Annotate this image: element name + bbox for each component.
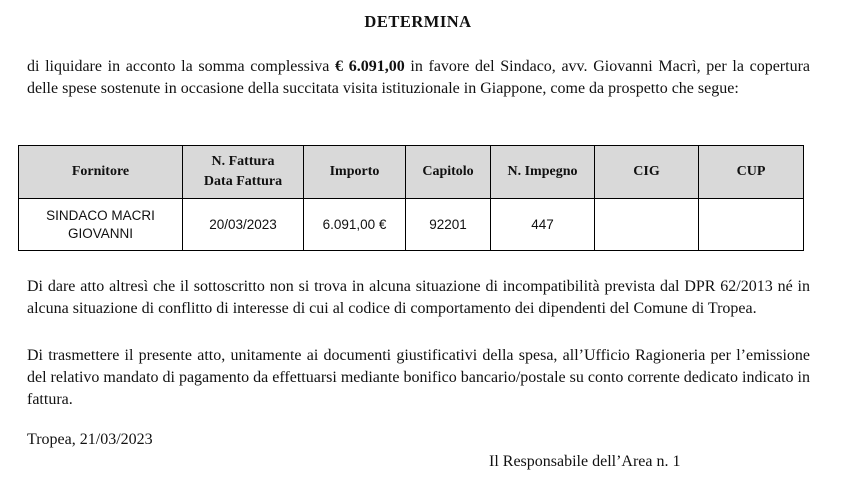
header-fattura <box>183 146 304 199</box>
total-amount: € 6.091,00 <box>335 58 405 75</box>
header-impegno: N. Impegno <box>491 146 595 199</box>
intro-paragraph <box>27 56 810 100</box>
cell-importo: 6.091,00 € <box>304 199 406 251</box>
document-title: DETERMINA <box>364 12 472 31</box>
table-row <box>19 199 804 251</box>
cell-impegno: 447 <box>491 199 595 251</box>
payment-table <box>18 145 804 251</box>
header-fattura-date: Data Fattura <box>203 174 283 189</box>
header-fattura-number: N. Fattura <box>211 154 275 169</box>
table-header-row <box>19 146 804 199</box>
transmission-paragraph: Di trasmettere il presente atto, unitamente ai documenti giustificativi della spesa, all’Ufficio Ragioneria per l’emissione del relativo mandato di pagamento da effettuarsi mediante bonifico bancario/postale su conto corrente dedicato indicato in fattura. <box>27 347 810 408</box>
header-cig: CIG <box>595 146 699 199</box>
cell-cup <box>699 199 804 251</box>
intro-text-start: di liquidare in acconto la somma complessiva <box>27 58 336 75</box>
cell-capitolo: 92201 <box>406 199 491 251</box>
cell-cig <box>595 199 699 251</box>
header-fornitore: Fornitore <box>19 146 183 199</box>
cell-fornitore <box>19 199 183 251</box>
signature-line: Il Responsabile dell’Area n. 1 <box>489 453 681 470</box>
fornitore-line1: SINDACO MACRI <box>46 207 155 223</box>
place-date: Tropea, 21/03/2023 <box>27 431 153 448</box>
incompatibility-paragraph: Di dare atto altresì che il sottoscritto non si trova in alcuna situazione di incompatibilità prevista dal DPR 62/2013 né in alcuna situazione di conflitto di interesse di cui al codice di comportamento dei dipendenti del Comune di Tropea. <box>27 278 810 317</box>
cell-data-fattura: 20/03/2023 <box>183 199 304 251</box>
fornitore-line2: GIOVANNI <box>67 225 133 241</box>
header-importo: Importo <box>304 146 406 199</box>
header-cup: CUP <box>699 146 804 199</box>
intro-text-end: in favore del Sindaco, avv. Giovanni Macrì, per la copertura delle spese sostenute in occasione della succitata visita istituzionale in Giappone, come da prospetto che segue: <box>27 58 810 97</box>
header-capitolo: Capitolo <box>406 146 491 199</box>
